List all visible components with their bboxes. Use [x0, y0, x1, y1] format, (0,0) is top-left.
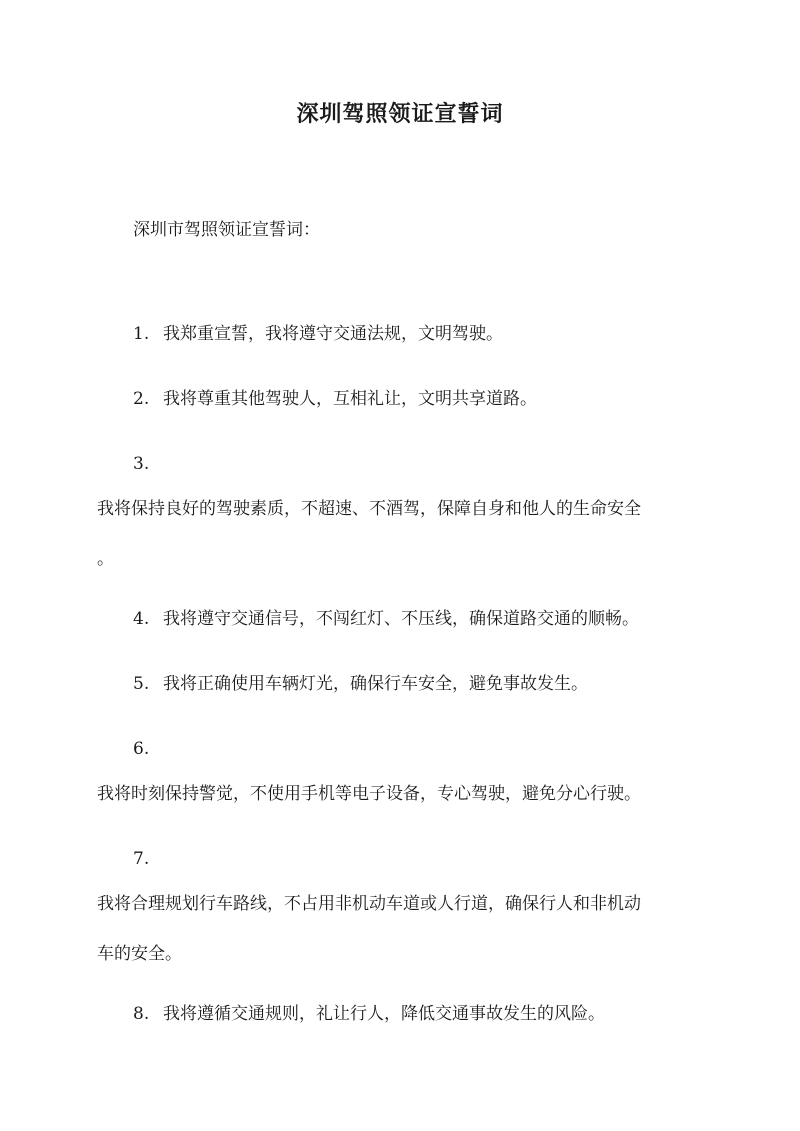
item-text-continuation: 。	[97, 549, 114, 569]
item-text: 我将正确使用车辆灯光，确保行车安全，避免事故发生。	[163, 674, 588, 694]
list-item	[133, 672, 588, 696]
item-number: 7.	[133, 849, 150, 869]
item-number: 2.	[133, 389, 150, 409]
item-text: 我将尊重其他驾驶人，互相礼让，文明共享道路。	[163, 389, 537, 409]
item-text: 我将遵守交通信号，不闯红灯、不压线，确保道路交通的顺畅。	[163, 609, 639, 629]
list-item	[133, 607, 639, 631]
item-number: 6.	[133, 739, 150, 759]
item-text: 我将时刻保持警觉，不使用手机等电子设备，专心驾驶，避免分心行驶。	[97, 784, 641, 804]
list-item	[133, 322, 503, 346]
item-number: 1.	[133, 324, 150, 344]
list-item	[133, 1002, 605, 1026]
item-number: 8.	[133, 1004, 150, 1024]
page-title: 深圳驾照领证宣誓词	[296, 101, 504, 127]
item-text: 我郑重宣誓，我将遵守交通法规，文明驾驶。	[163, 324, 503, 344]
list-item	[133, 387, 537, 411]
item-number: 4.	[133, 609, 150, 629]
item-text: 我将合理规划行车路线，不占用非机动车道或人行道，确保行人和非机动	[97, 894, 641, 914]
item-text-continuation: 车的安全。	[97, 944, 182, 964]
item-number: 3.	[133, 454, 150, 474]
item-text: 我将遵循交通规则，礼让行人，降低交通事故发生的风险。	[163, 1004, 605, 1024]
item-number: 5.	[133, 674, 150, 694]
item-text: 我将保持良好的驾驶素质，不超速、不酒驾，保障自身和他人的生命安全	[97, 499, 641, 519]
intro-text: 深圳市驾照领证宣誓词：	[133, 220, 320, 240]
